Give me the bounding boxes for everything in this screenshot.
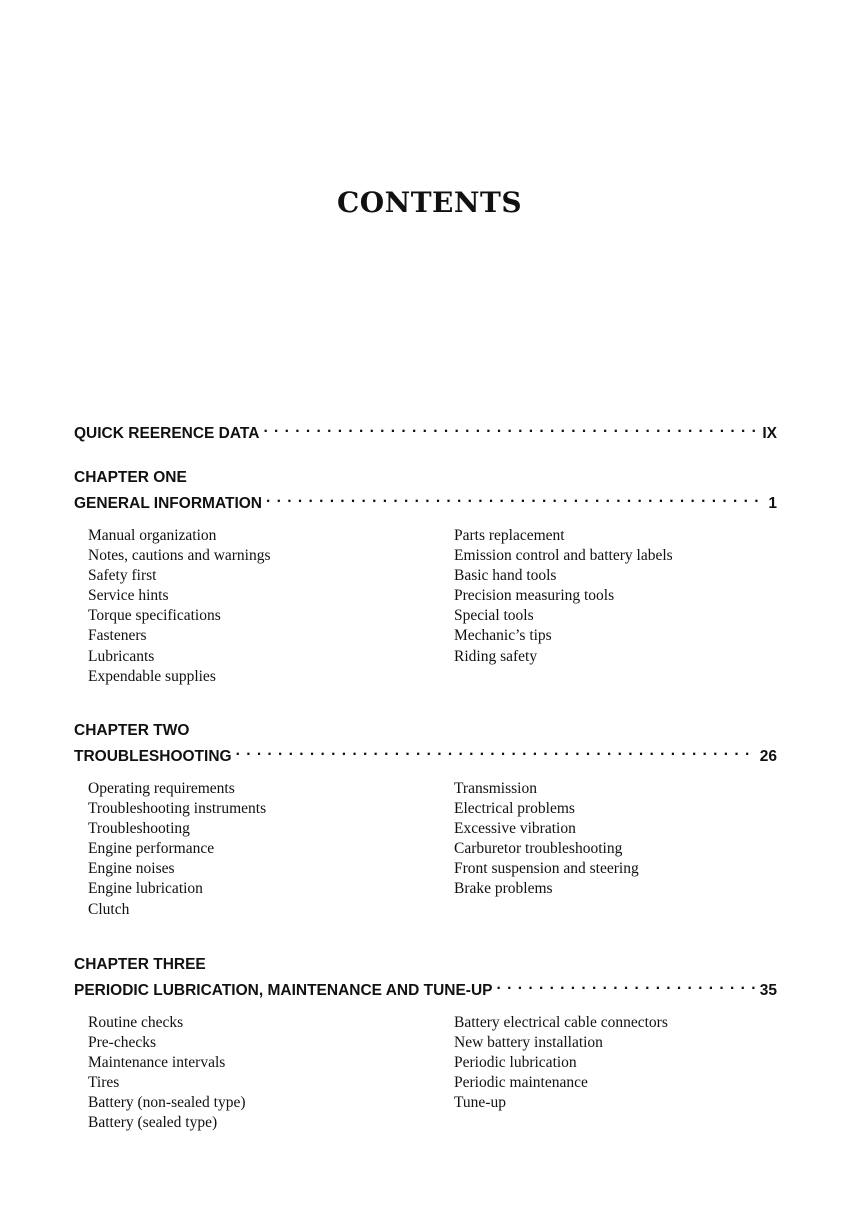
topic-item: Maintenance intervals — [88, 1054, 226, 1072]
topic-item: Tires — [88, 1074, 120, 1092]
dot-leader — [497, 975, 756, 995]
chapter-topics — [74, 779, 777, 949]
topic-item: Carburetor troubleshooting — [454, 840, 623, 858]
topic-item: Lubricants — [88, 647, 155, 665]
topic-list-right — [454, 779, 639, 900]
topic-item: Fasteners — [88, 627, 147, 645]
topic-item: Brake problems — [454, 880, 553, 898]
chapter-title: GENERAL INFORMATION — [74, 495, 263, 512]
topic-item: Troubleshooting — [88, 820, 190, 838]
topic-item: Electrical problems — [454, 800, 575, 818]
quick-reference-line — [74, 418, 777, 444]
chapter-label: CHAPTER TWO — [74, 722, 190, 739]
topic-item: Manual organization — [88, 527, 217, 544]
chapter-title: TROUBLESHOOTING — [74, 748, 232, 765]
topic-item: Troubleshooting instruments — [88, 800, 267, 818]
topic-item: Parts replacement — [454, 527, 565, 544]
topic-item: Torque specifications — [88, 607, 221, 625]
topic-item: Transmission — [454, 780, 537, 797]
topic-item: Battery (sealed type) — [88, 1114, 218, 1132]
topic-item: Pre-checks — [88, 1034, 156, 1052]
topic-item: Front suspension and steering — [454, 860, 639, 878]
dot-leader — [263, 418, 758, 438]
topic-item: Periodic maintenance — [454, 1074, 588, 1092]
quick-reference-title: QUICK REERENCE DATA — [74, 425, 260, 442]
topic-list-left — [88, 779, 266, 920]
topic-item: Engine performance — [88, 840, 215, 858]
dot-leader — [266, 488, 764, 508]
topic-item: Tune-up — [454, 1094, 506, 1112]
chapter-title-line — [74, 975, 777, 1001]
topic-item: Notes, cautions and warnings — [88, 547, 271, 565]
topic-item: Battery (non-sealed type) — [88, 1094, 246, 1112]
chapter-title: PERIODIC LUBRICATION, MAINTENANCE AND TUNE-UP — [74, 982, 493, 999]
chapter-label: CHAPTER ONE — [74, 469, 187, 486]
topic-item: Battery electrical cable connectors — [454, 1014, 668, 1031]
topic-list-left — [88, 526, 271, 687]
chapter-one-section — [74, 468, 777, 696]
quick-reference-entry — [74, 418, 777, 444]
chapter-title-line — [74, 488, 777, 514]
topic-item: Precision measuring tools — [454, 587, 615, 605]
topic-item: Engine noises — [88, 860, 175, 878]
chapter-two-section — [74, 721, 777, 949]
chapter-page-number: 1 — [768, 495, 777, 512]
topic-item: Emission control and battery labels — [454, 547, 673, 565]
quick-reference-page: IX — [762, 425, 777, 442]
topic-item: Riding safety — [454, 647, 538, 665]
topic-item: Periodic lubrication — [454, 1054, 577, 1072]
topic-item: Operating requirements — [88, 780, 235, 797]
topic-item: Routine checks — [88, 1014, 184, 1031]
topic-item: Basic hand tools — [454, 567, 557, 585]
topic-list-right — [454, 526, 673, 667]
topic-item: Engine lubrication — [88, 880, 203, 898]
chapter-label: CHAPTER THREE — [74, 956, 206, 973]
topic-list-left — [88, 1013, 246, 1134]
dot-leader — [236, 741, 756, 761]
topic-item: Expendable supplies — [88, 667, 216, 685]
topic-list-right — [454, 1013, 668, 1113]
topic-item: Service hints — [88, 587, 169, 605]
chapter-page-number: 26 — [759, 748, 777, 765]
chapter-three-section — [74, 955, 777, 1183]
topic-item: Excessive vibration — [454, 820, 576, 838]
chapter-page-number: 35 — [759, 982, 777, 999]
topic-item: Safety first — [88, 567, 157, 585]
chapter-title-line — [74, 741, 777, 767]
page-title: CONTENTS — [336, 186, 523, 219]
topic-item: Special tools — [454, 607, 534, 625]
chapter-topics — [74, 526, 777, 696]
topic-item: Clutch — [88, 900, 130, 918]
topic-item: Mechanic’s tips — [454, 627, 552, 645]
chapter-topics — [74, 1013, 777, 1183]
topic-item: New battery installation — [454, 1034, 603, 1052]
